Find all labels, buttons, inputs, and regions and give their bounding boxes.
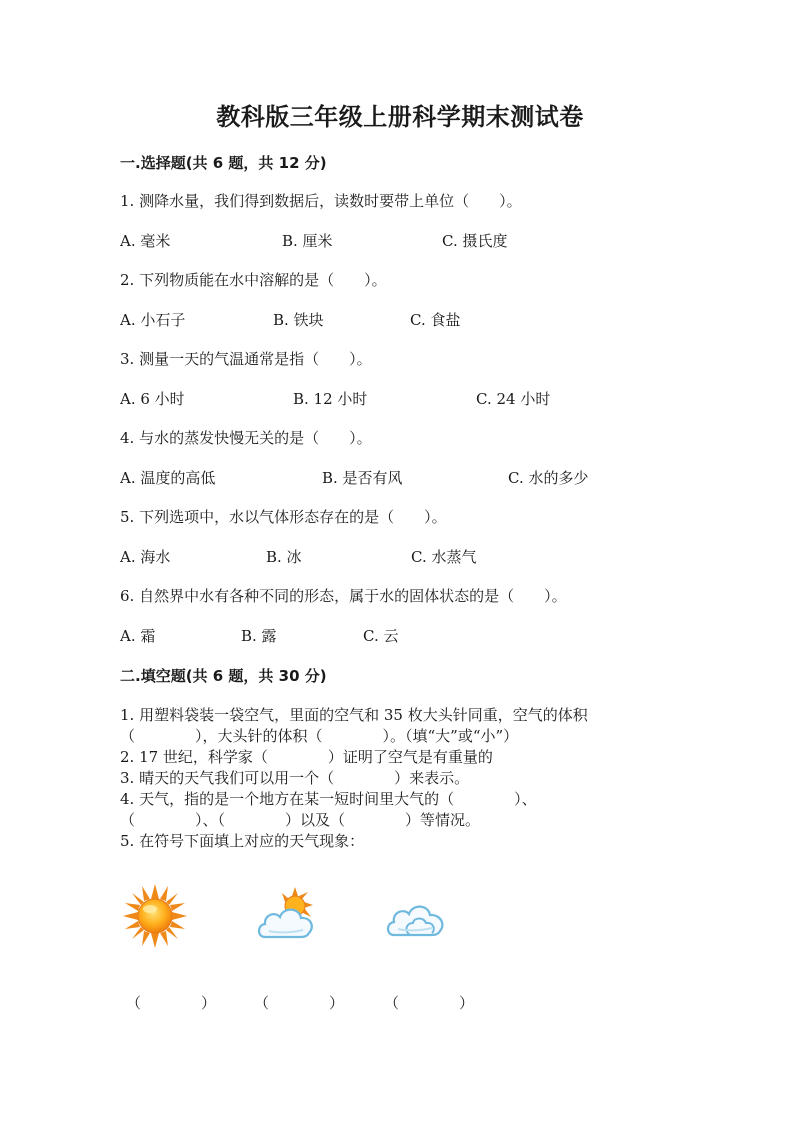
fill-line-5: 4. 天气，指的是一个地方在某一短时间里大气的（ ）、: [120, 790, 537, 808]
cloudy-icon: [386, 895, 450, 941]
option-1c: C. 摄氏度: [442, 232, 508, 250]
question-2: 2. 下列物质能在水中溶解的是（ ）。: [120, 271, 387, 289]
fill-line-4: 3. 晴天的天气我们可以用一个（ ）来表示。: [120, 769, 470, 787]
weather-blank-1: （ ）: [126, 994, 217, 1012]
option-2b: B. 铁块: [273, 311, 324, 329]
option-5b: B. 冰: [266, 548, 302, 566]
fill-line-3: 2. 17 世纪，科学家（ ）证明了空气是有重量的: [120, 748, 493, 766]
sun-icon: [122, 883, 188, 949]
option-3a: A. 6 小时: [120, 390, 185, 408]
question-1: 1. 测降水量，我们得到数据后，读数时要带上单位（ ）。: [120, 192, 522, 210]
option-2a: A. 小石子: [120, 311, 186, 329]
fill-line-6: （ ）、（ ）以及（ ）等情况。: [120, 811, 481, 829]
option-3b: B. 12 小时: [293, 390, 368, 408]
option-1b: B. 厘米: [282, 232, 333, 250]
page-title: 教科版三年级上册科学期末测试卷: [216, 103, 584, 131]
option-3c: C. 24 小时: [476, 390, 551, 408]
question-6: 6. 自然界中水有各种不同的形态，属于水的固体状态的是（ ）。: [120, 587, 567, 605]
weather-blank-3: （ ）: [384, 994, 475, 1012]
option-5a: A. 海水: [120, 548, 171, 566]
section-heading-choice: 一.选择题(共 6 题，共 12 分): [120, 154, 327, 172]
question-3: 3. 测量一天的气温通常是指（ ）。: [120, 350, 372, 368]
weather-blank-2: （ ）: [254, 994, 345, 1012]
option-4a: A. 温度的高低: [120, 469, 216, 487]
option-1a: A. 毫米: [120, 232, 171, 250]
option-6b: B. 露: [241, 627, 277, 645]
fill-line-2: （ ），大头针的体积（ ）。（填“大”或“小”）: [120, 727, 519, 745]
fill-line-7: 5. 在符号下面填上对应的天气现象：: [120, 832, 365, 850]
option-4b: B. 是否有风: [322, 469, 403, 487]
option-5c: C. 水蒸气: [411, 548, 477, 566]
question-5: 5. 下列选项中，水以气体形态存在的是（ ）。: [120, 508, 447, 526]
question-4: 4. 与水的蒸发快慢无关的是（ ）。: [120, 429, 372, 447]
option-6c: C. 云: [363, 627, 399, 645]
fill-line-1: 1. 用塑料袋装一袋空气，里面的空气和 35 枚大头针同重，空气的体积: [120, 706, 588, 724]
section-heading-fill: 二.填空题(共 6 题，共 30 分): [120, 667, 327, 685]
option-2c: C. 食盐: [410, 311, 461, 329]
option-4c: C. 水的多少: [508, 469, 589, 487]
option-6a: A. 霜: [120, 627, 156, 645]
partly-cloudy-icon: [255, 887, 319, 943]
